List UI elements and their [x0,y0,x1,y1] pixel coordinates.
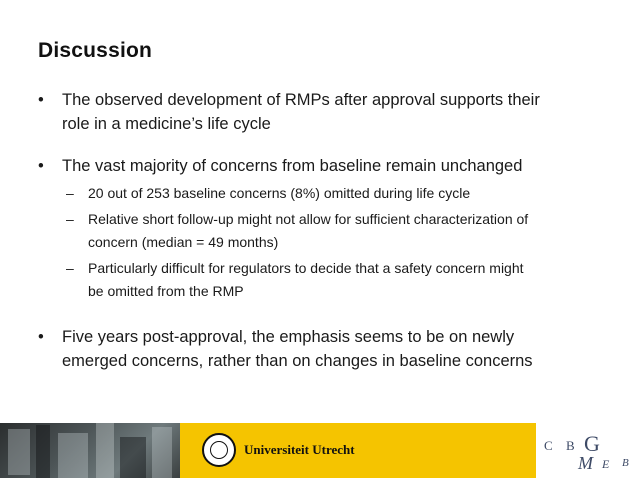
logo-letter: E [602,457,610,471]
logo-letter: C [544,438,553,453]
sub-bullet-text-line: be omitted from the RMP [88,283,244,299]
slide-title: Discussion [38,39,153,62]
university-name: Universiteit Utrecht [244,442,355,457]
bullet-item [38,325,598,373]
sub-bullet-list [38,182,598,303]
sub-bullet-item [38,182,598,205]
logo-letter: B [622,457,629,469]
sub-bullet-marker: – [66,260,74,276]
cbg-meb-logo [536,423,638,478]
bullet-item [38,88,598,136]
logo-letter: B [566,438,575,453]
sub-bullet-marker: – [66,211,74,227]
sub-bullet-item [38,257,598,303]
bullet-text-line: Five years post-approval, the emphasis seems to be on newly [62,328,515,346]
university-seal-icon [202,433,236,467]
bullet-text-line: role in a medicine’s life cycle [62,115,271,133]
bullet-text-line: The vast majority of concerns from baseline remain unchanged [62,157,523,175]
sub-bullet-text-line: concern (median = 49 months) [88,234,279,250]
sub-bullet-marker: – [66,185,74,201]
bullet-list [38,88,598,373]
bullet-item [38,154,598,178]
university-band [180,423,536,478]
footer-band [0,423,638,478]
logo-letter: G [584,431,600,456]
sub-bullet-item [38,208,598,254]
sub-bullet-text-line: Relative short follow-up might not allow for sufficient characterization of [88,211,529,227]
bullet-marker: • [38,91,44,109]
bullet-text-line: The observed development of RMPs after approval supports their [62,91,540,109]
sub-bullet-text-line: Particularly difficult for regulators to decide that a safety concern might [88,260,524,276]
bullet-marker: • [38,328,44,346]
bullet-text-line: emerged concerns, rather than on changes in baseline concerns [62,352,533,370]
sub-bullet-text-line: 20 out of 253 baseline concerns (8%) omitted during life cycle [88,185,471,201]
logo-letter: M [578,453,593,473]
building-photo [0,423,180,478]
bullet-marker: • [38,157,44,175]
